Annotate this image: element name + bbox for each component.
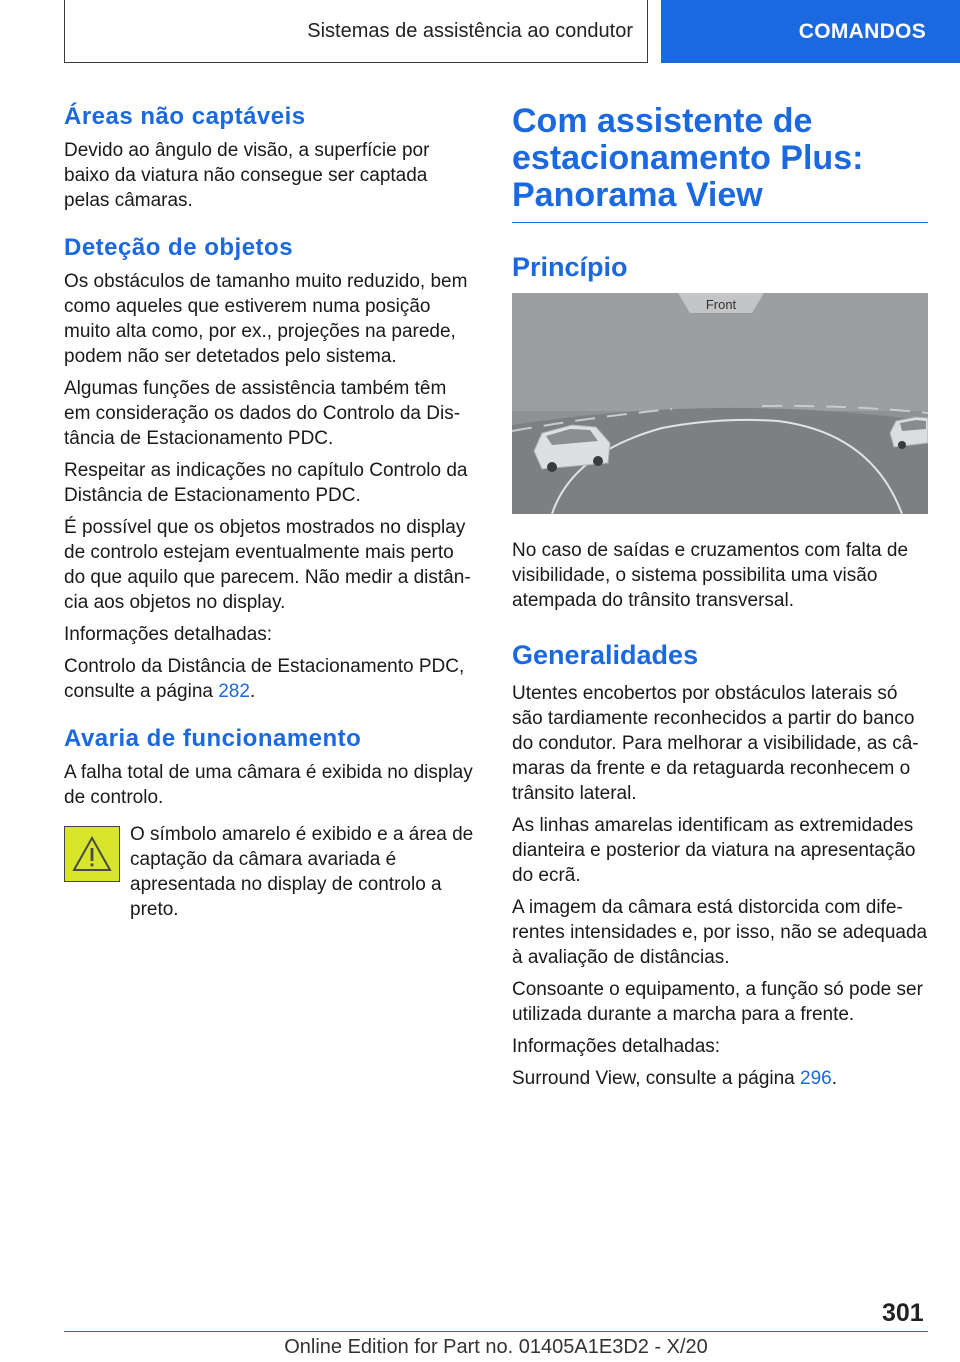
paragraph: Consoante o equipamento, a função só pode ser utilizada durante a marcha para a frente. [512, 979, 923, 1025]
section-heading-malfunction: Avaria de funcionamento [64, 725, 362, 752]
footer-divider [64, 1331, 928, 1332]
paragraph-with-link [512, 1066, 928, 1091]
page-link-296[interactable]: 296 [800, 1068, 832, 1089]
right-column [512, 100, 928, 1098]
link-lead-text: Surround View, consulte a página [512, 1068, 801, 1089]
paragraph-with-link [64, 654, 476, 704]
paragraph: A imagem da câmara está distorcida com diferentes intensidades e, por isso, não se adequada à avaliação de distâncias. [512, 897, 928, 968]
warning-triangle-icon [64, 826, 120, 882]
front-label: Front [705, 297, 737, 312]
panorama-view-illustration [512, 293, 928, 514]
paragraph: É possível que os objetos mostrados no display de controlo estejam eventualmente mais perto do que aquilo que parecem. Não medir a distância aos objetos no display. [64, 517, 471, 613]
paragraph: Os obstáculos de tamanho muito reduzido, bem como aqueles que estiverem numa posição muito alta como, por ex., projeções na parede, podem não ser detetados pelo sistema. [64, 271, 468, 367]
paragraph: A falha total de uma câmara é exibida no display de controlo. [64, 762, 473, 808]
subheading-general: Generalidades [512, 640, 699, 670]
chapter-header [64, 0, 648, 63]
warning-text: O símbolo amarelo é exibido e a área de captação da câmara avariada é apresentada no display de controlo a preto. [130, 824, 474, 920]
sentence-end: . [831, 1068, 837, 1089]
footer-edition: Online Edition for Part no. 01405A1E3D2 - X/20 [284, 1336, 708, 1358]
warning-note [64, 822, 476, 922]
section-title: COMANDOS [798, 19, 926, 43]
section-heading-non-captured-areas: Áreas não captáveis [64, 103, 306, 130]
paragraph: Devido ao ângulo de visão, a superfície por baixo da viatura não consegue ser captada pelas câmaras. [64, 140, 430, 211]
paragraph: Utentes encobertos por obstáculos laterais só são tardiamente reconhecidos a partir do banco do condutor. Para melhorar a visibilidade, as câmaras da frente e da retaguarda reconhecem o trânsito lateral. [512, 683, 919, 804]
subheading-principle: Princípio [512, 252, 628, 282]
chapter-main-title: Com assistente de estacionamento Plus: Panorama View [512, 103, 928, 223]
paragraph: Informações detalhadas: [512, 1036, 721, 1057]
page-number: 301 [882, 1299, 924, 1327]
link-lead-text: Controlo da Distância de Estacionamento PDC, consulte a página [64, 656, 465, 702]
paragraph: Informações detalhadas: [64, 624, 273, 645]
section-tab[interactable] [661, 0, 960, 63]
chapter-title: Sistemas de assistência ao condutor [307, 19, 633, 42]
paragraph: As linhas amarelas identificam as extremidades dianteira e posterior da viatura na apresentação do ecrã. [512, 815, 916, 886]
car-left-icon [534, 425, 610, 472]
paragraph: Algumas funções de assistência também têm em consideração os dados do Controlo da Distância de Estacionamento PDC. [64, 378, 461, 449]
page-link-282[interactable]: 282 [218, 681, 250, 702]
sentence-end: . [249, 681, 256, 702]
section-heading-object-detection: Deteção de objetos [64, 234, 294, 261]
left-column [64, 100, 476, 922]
paragraph: No caso de saídas e cruzamentos com falta de visibilidade, o sistema possibilita uma visão atempada do trânsito transversal. [512, 540, 909, 611]
paragraph: Respeitar as indicações no capítulo Controlo da Distância de Estacionamento PDC. [64, 460, 468, 506]
